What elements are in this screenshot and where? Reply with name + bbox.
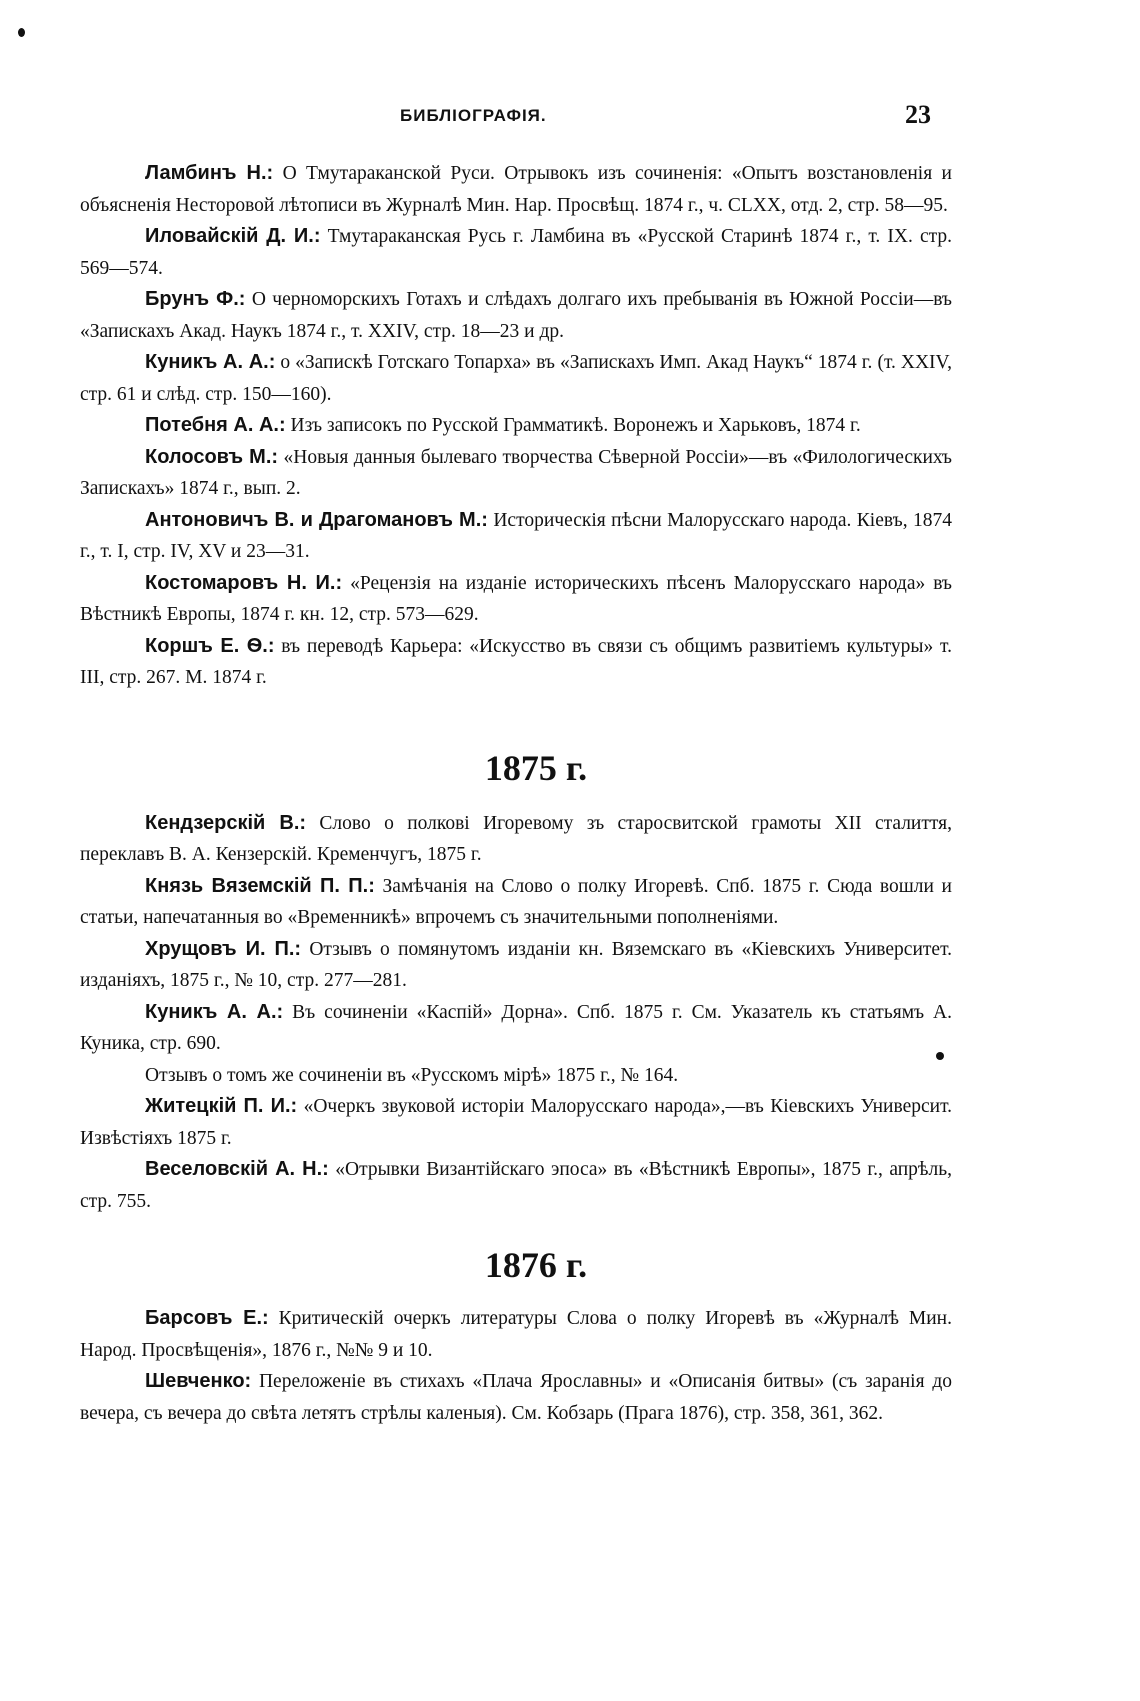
bib-entry	[80, 934, 952, 997]
bib-entry	[80, 442, 952, 505]
entry-author: Житецкій П. И.:	[145, 1095, 298, 1117]
entry-author: Куникъ А. А.:	[145, 1000, 284, 1023]
bib-entry	[80, 284, 952, 347]
bib-entry	[80, 347, 952, 410]
entry-author: Иловайскій Д. И.:	[145, 225, 321, 247]
entry-author: Веселовскій А. Н.:	[145, 1158, 329, 1180]
bib-entry	[80, 1091, 952, 1154]
year-heading: 1876 г.	[484, 1245, 588, 1285]
entry-text: «Очеркъ звуковой исторіи Малорусскаго народа»,—въ Кіевскихъ Университ. Извѣстіяхъ 1875 г.	[80, 1096, 953, 1149]
bib-entry	[80, 1060, 952, 1092]
entry-author: Брунъ Ф.:	[145, 288, 246, 310]
entry-author: Хрущовъ И. П.:	[145, 937, 302, 960]
entry-text: «Новыя данныя былеваго творчества Сѣверной Россіи»—въ «Филологическихъ Запискахъ» 1874 г., вып. 2.	[80, 446, 952, 499]
entry-text: Тмутараканская Русь г. Ламбина въ «Русской Старинѣ 1874 г., т. IX. стр. 569—574.	[80, 226, 952, 279]
entry-author: Кендзерскій В.:	[145, 811, 307, 834]
entry-text: Историческія пѣсни Малорусскаго народа. Кіевъ, 1874 г., т. I, стр. IV, XV и 23—31.	[80, 509, 952, 562]
page-body	[80, 158, 952, 1429]
bib-entry	[80, 158, 952, 221]
entry-text: Въ сочиненіи «Каспій» Дорна». Спб. 1875 г. См. Указатель къ статьямъ А. Куника, стр. 690.	[80, 1001, 953, 1054]
entry-author: Барсовъ Е.:	[145, 1307, 269, 1329]
entry-text: «Отрывки Византійскаго эпоса» въ «Вѣстникѣ Европы», 1875 г., апрѣль, стр. 755.	[80, 1159, 952, 1212]
entry-text: Переложеніе въ стихахъ «Плача Ярославны» и «Описанія битвы» (съ заранія до вечера, съ вечера до свѣта летятъ стрѣлы каленыя). См. Кобзарь (Прага 1876), стр. 358, 361, 362.	[80, 1371, 952, 1424]
entry-text: О черноморскихъ Готахъ и слѣдахъ долгаго ихъ пребыванія въ Южной Россіи—въ «Запискахъ Акад. Наукъ 1874 г., т. XXIV, стр. 18—23 и др.	[80, 289, 952, 342]
bib-entry	[80, 221, 952, 284]
bib-entry	[80, 997, 952, 1060]
entry-text: въ переводѣ Карьера: «Искусство въ связи съ общимъ развитіемъ культуры» т. III, стр. 267. М. 1874 г.	[80, 635, 952, 688]
entry-author: Антоновичъ В. и Драгомановъ М.:	[145, 508, 488, 531]
entry-text: Изъ записокъ по Русской Грамматикѣ. Воронежъ и Харьковъ, 1874 г.	[285, 415, 861, 436]
bib-entry	[80, 808, 952, 871]
bib-entry	[80, 871, 952, 934]
entry-author: Коршъ Е. Ѳ.:	[145, 634, 275, 657]
page-number: 23	[905, 100, 931, 129]
bib-entry	[80, 631, 952, 694]
bib-entry	[80, 1303, 952, 1366]
entry-text: о «Запискѣ Готскаго Топарха» въ «Запискахъ Имп. Акад Наукъ“ 1874 г. (т. XXIV, стр. 61 и слѣд. стр. 150—160).	[80, 352, 952, 405]
entry-text: Слово о полкові Игоревому зъ старосвитской грамоты XII сталиття, переклавъ В. А. Кензерскій. Кременчугъ, 1875 г.	[80, 812, 952, 865]
entry-text: Замѣчанія на Слово о полку Игоревѣ. Спб. 1875 г. Сюда вошли и статьи, напечатанныя во «Временникѣ» впрочемъ съ значительными пополненіями.	[80, 875, 952, 928]
bib-entry	[80, 505, 952, 568]
entry-text: Критическій очеркъ литературы Слова о полку Игоревѣ въ «Журналѣ Мин. Народ. Просвѣщенія», 1876 г., №№ 9 и 10.	[80, 1308, 952, 1361]
entry-author: Куникъ А. А.:	[145, 351, 276, 373]
entry-text: «Рецензія на изданіе историческихъ пѣсенъ Малорусскаго народа» въ Вѣстникѣ Европы, 1874 г. кн. 12, стр. 573—629.	[80, 572, 953, 625]
running-title: БИБЛІОГРАФІЯ.	[400, 106, 547, 125]
entry-author: Шевченко:	[145, 1370, 252, 1392]
entry-author: Князь Вяземскій П. П.:	[145, 874, 375, 897]
entry-author: Потебня А. А.:	[145, 414, 286, 436]
entry-text: Отзывъ о томъ же сочиненіи въ «Русскомъ мірѣ» 1875 г., № 164.	[145, 1064, 679, 1086]
entry-author: Костомаровъ Н. И.:	[145, 571, 343, 594]
bib-entry	[80, 1366, 952, 1429]
bib-entry	[80, 568, 952, 631]
entry-author: Ламбинъ Н.:	[145, 162, 274, 184]
scan-speck	[18, 28, 25, 37]
year-heading: 1875 г.	[484, 747, 588, 788]
bib-entry	[80, 410, 952, 442]
entry-text: Отзывъ о помянутомъ изданіи кн. Вяземскаго въ «Кіевскихъ Университет. изданіяхъ, 1875 г., № 10, стр. 277—281.	[80, 938, 952, 991]
entry-text: О Тмутараканской Руси. Отрывокъ изъ сочиненія: «Опытъ возстановленія и объясненія Несторовой лѣтописи въ Журналѣ Мин. Нар. Просвѣщ. 1874 г., ч. CLXX, отд. 2, стр. 58—95.	[80, 163, 952, 216]
entry-author: Колосовъ М.:	[145, 445, 279, 468]
bib-entry	[80, 1154, 952, 1217]
